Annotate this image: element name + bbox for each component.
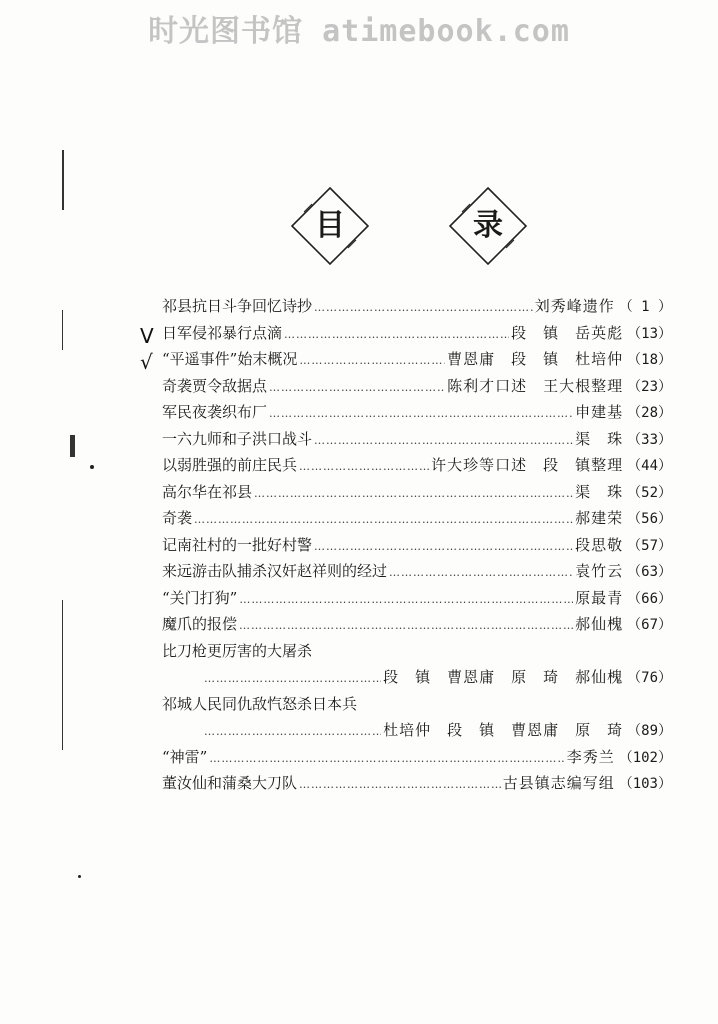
- watermark: 时光图书馆 atimebook.com: [148, 14, 570, 49]
- entry-title: 日军侵祁暴行点滴: [162, 323, 283, 342]
- dot-leader: [209, 752, 564, 765]
- toc-entry: [162, 560, 672, 587]
- toc-entry-continuation: [162, 719, 672, 746]
- toc-heading: [0, 186, 718, 272]
- heading-char: 录: [473, 208, 503, 243]
- entry-title: 祁县抗日斗争回忆诗抄: [162, 297, 313, 315]
- entry-page: （63）: [627, 564, 672, 580]
- entry-title: 比刀枪更厉害的大屠杀: [162, 641, 313, 660]
- entry-page: （28）: [627, 405, 672, 421]
- entry-page: （52）: [627, 484, 672, 501]
- entry-author: 郝建荣: [575, 509, 624, 527]
- entry-title: “平遥事件”始末概况: [162, 350, 298, 368]
- toc-entry: [162, 295, 672, 322]
- toc-entry: [162, 454, 672, 481]
- entry-author: 渠 珠: [575, 429, 624, 448]
- entry-author: 郝仙槐: [575, 615, 624, 633]
- dot-leader: [389, 566, 573, 579]
- entry-author: 申建基: [575, 403, 624, 421]
- entry-title: 高尔华在祁县: [162, 482, 253, 501]
- toc-entry: [162, 772, 672, 799]
- dot-leader: [299, 778, 501, 791]
- dot-leader: [254, 487, 573, 500]
- dust-speck: [78, 875, 81, 878]
- table-of-contents: [140, 295, 672, 799]
- toc-entry: [162, 587, 672, 614]
- entry-page: （89）: [627, 723, 672, 739]
- dot-leader: [204, 725, 381, 738]
- entry-author: 渠 珠: [575, 482, 624, 501]
- dot-leader: [204, 672, 381, 685]
- dot-leader: [194, 513, 573, 526]
- entry-title: “关门打狗”: [162, 588, 238, 607]
- entry-page: （44）: [627, 458, 672, 474]
- entry-title: 以弱胜强的前庄民兵: [162, 456, 298, 474]
- entry-page: （102）: [618, 749, 672, 766]
- heading-char: 目: [315, 208, 345, 243]
- entry-title: 奇袭贾令敌据点: [162, 376, 268, 395]
- dot-leader: [299, 354, 445, 367]
- entry-page: （33）: [627, 431, 672, 448]
- entry-title: 董汝仙和蒲桑大刀队: [162, 774, 298, 792]
- toc-entry: [162, 613, 672, 640]
- dot-leader: [269, 407, 573, 420]
- entry-author: 段 镇 曹恩庸 原 琦 郝仙槐: [383, 668, 624, 686]
- entry-title: 一六九师和子洪口战斗: [162, 429, 313, 448]
- entry-title: 祁城人民同仇敌忾怒杀日本兵: [162, 694, 358, 713]
- entry-page: （23）: [627, 378, 672, 395]
- entry-author: 袁竹云: [575, 562, 624, 580]
- toc-entry: [162, 746, 672, 773]
- entry-title: “神雷”: [162, 747, 208, 766]
- entry-title: 记南社村的一批好村警: [162, 535, 313, 554]
- dot-leader: [239, 593, 573, 606]
- entry-title: 魔爪的报偿: [162, 615, 238, 633]
- toc-entry-continuation: [162, 666, 672, 693]
- entry-page: （56）: [627, 511, 672, 527]
- entry-page: （18）: [627, 352, 672, 368]
- dot-leader: [239, 619, 573, 632]
- entry-page: （67）: [627, 617, 672, 633]
- entry-author: 段思敬: [575, 535, 624, 554]
- entry-author: 原最青: [575, 588, 624, 607]
- dot-leader: [269, 381, 445, 394]
- toc-entry: [140, 348, 672, 375]
- entry-author: 刘秀峰遗作: [534, 297, 615, 315]
- entry-page: （13）: [627, 325, 672, 342]
- entry-author: 陈利才口述 王大根整理: [447, 376, 624, 395]
- entry-author: 杜培仲 段 镇 曹恩庸 原 琦: [383, 721, 624, 739]
- toc-entry: [162, 507, 672, 534]
- dot-leader: [284, 328, 509, 341]
- dot-leader: [314, 540, 573, 553]
- toc-entry: [162, 401, 672, 428]
- entry-page: （76）: [627, 670, 672, 686]
- heading-diamond: [448, 186, 528, 266]
- binding-mark: [62, 310, 63, 350]
- entry-title: 奇袭: [162, 509, 193, 527]
- entry-author: 古县镇志编写组: [502, 774, 615, 792]
- entry-page: （103）: [618, 776, 672, 792]
- toc-entry: [162, 428, 672, 455]
- dust-speck: [90, 465, 94, 469]
- binding-mark: [70, 435, 75, 457]
- binding-mark: [62, 600, 63, 750]
- entry-author: 段 镇 岳英彪: [511, 323, 624, 342]
- toc-entry: [140, 322, 672, 349]
- entry-title: 来远游击队捕杀汉奸赵祥则的经过: [162, 562, 388, 580]
- dot-leader: [299, 460, 429, 473]
- toc-entry: [162, 534, 672, 561]
- entry-author: 许大珍等口述 段 镇整理: [431, 456, 624, 474]
- toc-entry: [162, 375, 672, 402]
- entry-page: （ 1 ）: [618, 299, 672, 315]
- toc-entry: [162, 693, 672, 720]
- heading-diamond: [290, 186, 370, 266]
- dot-leader: [314, 434, 573, 447]
- dot-leader: [314, 301, 533, 314]
- entry-page: （57）: [627, 537, 672, 554]
- entry-title: 军民夜袭织布厂: [162, 403, 268, 421]
- entry-page: （66）: [627, 590, 672, 607]
- toc-entry: [162, 640, 672, 667]
- handwritten-check-mark: V: [140, 323, 154, 348]
- handwritten-check-mark: √: [140, 350, 153, 374]
- entry-author: 曹恩庸 段 镇 杜培仲: [447, 350, 624, 368]
- toc-entry: [162, 481, 672, 508]
- entry-author: 李秀兰: [566, 747, 615, 766]
